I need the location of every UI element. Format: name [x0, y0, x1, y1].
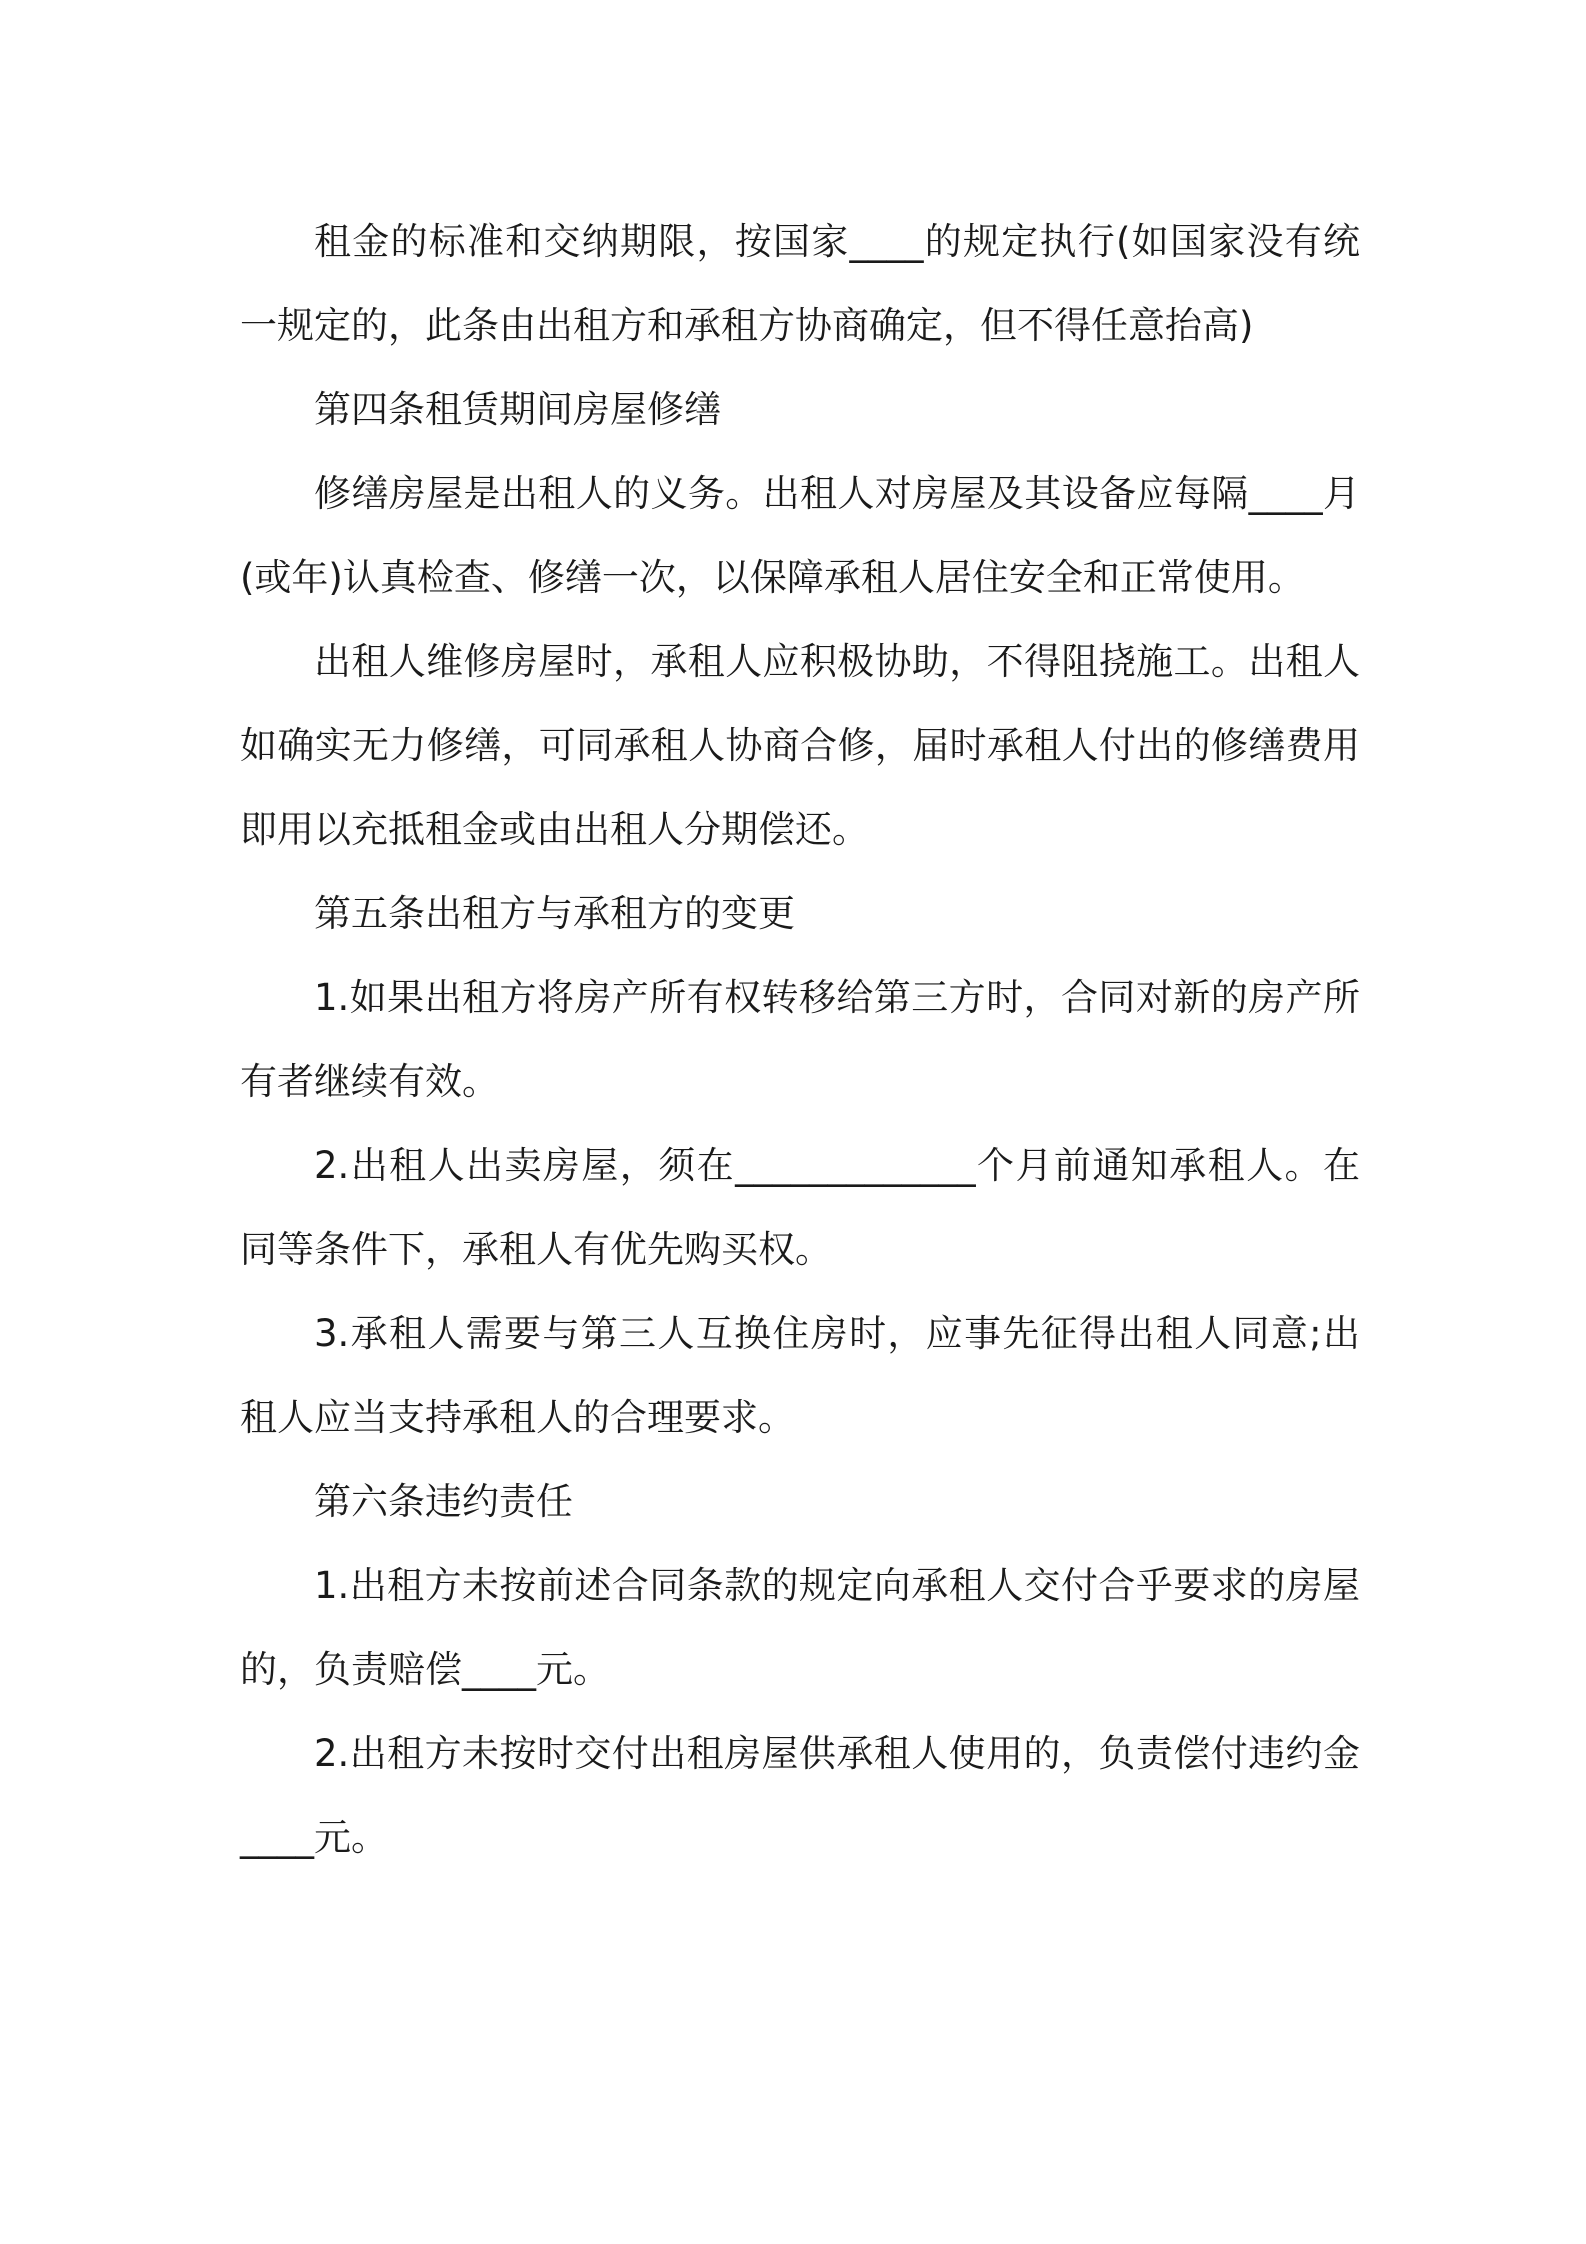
paragraph-liability-1: 1.出租方未按前述合同条款的规定向承租人交付合乎要求的房屋的，负责赔偿____元。: [240, 1564, 1360, 1691]
paragraph-repair-cooperation: 出租人维修房屋时，承租人应积极协助，不得阻挠施工。出租人如确实无力修缮，可同承租人协商合修，届时承租人付出的修缮费用即用以充抵租金或由出租人分期偿还。: [240, 640, 1360, 851]
paragraph-liability-2: 2.出租方未按时交付出租房屋供承租人使用的，负责偿付违约金____元。: [240, 1732, 1360, 1859]
document-page: [240, 200, 1360, 1880]
paragraph-change-2: 2.出租人出卖房屋，须在_____________个月前通知承租人。在同等条件下，承租人有优先购买权。: [240, 1144, 1360, 1271]
heading-article-6: 第六条违约责任: [314, 1480, 573, 1523]
heading-article-5: 第五条出租方与承租方的变更: [314, 892, 795, 935]
paragraph-change-3: 3.承租人需要与第三人互换住房时，应事先征得出租人同意;出租人应当支持承租人的合理要求。: [240, 1312, 1360, 1439]
paragraph-rent-standard: 租金的标准和交纳期限，按国家____的规定执行(如国家没有统一规定的，此条由出租方和承租方协商确定，但不得任意抬高): [240, 220, 1360, 347]
paragraph-repair-duty: 修缮房屋是出租人的义务。出租人对房屋及其设备应每隔____月(或年)认真检查、修缮一次，以保障承租人居住安全和正常使用。: [240, 472, 1360, 599]
heading-article-4: 第四条租赁期间房屋修缮: [314, 388, 721, 431]
paragraph-change-1: 1.如果出租方将房产所有权转移给第三方时，合同对新的房产所有者继续有效。: [240, 976, 1360, 1103]
